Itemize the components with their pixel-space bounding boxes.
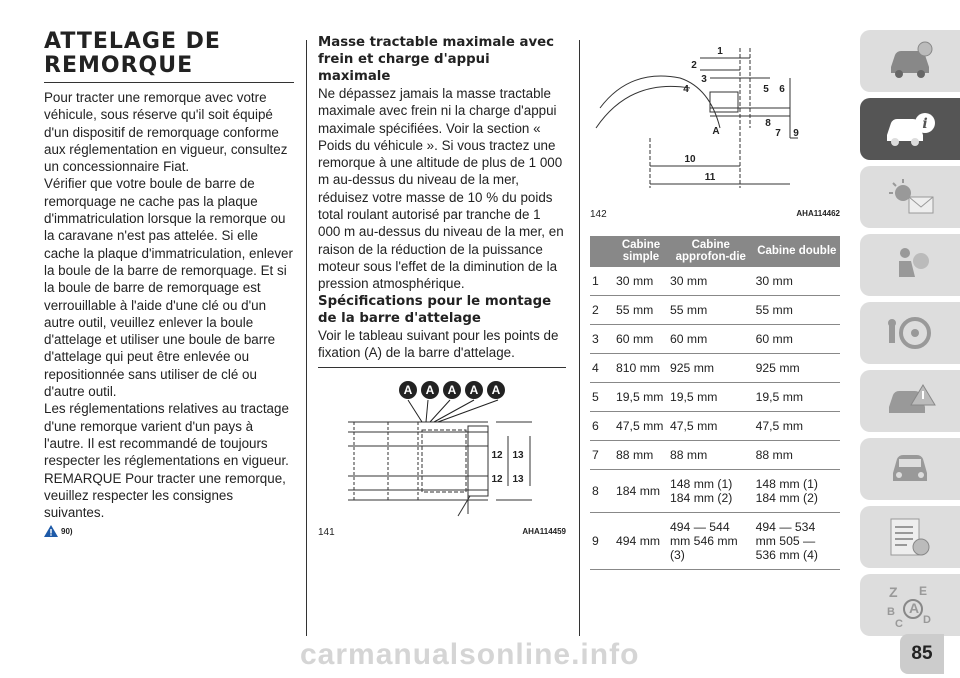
title-line-2: REMORQUE bbox=[44, 53, 194, 78]
mounting-spec-heading: Spécifications pour le montage de la barre d'attelage bbox=[318, 293, 552, 326]
table-cell: 9 bbox=[590, 513, 614, 570]
sidebar-item-warning-lights[interactable] bbox=[860, 370, 960, 432]
dimension-label: A bbox=[712, 126, 720, 137]
sidebar-item-in-emergency[interactable] bbox=[860, 438, 960, 500]
title-rule bbox=[44, 82, 294, 83]
table-cell: 60 mm bbox=[754, 325, 840, 354]
svg-text:E: E bbox=[919, 584, 928, 598]
remark-paragraph: REMARQUE Pour tracter une remorque, veuillez respecter les consignes suivantes. bbox=[44, 470, 286, 521]
sidebar-item-starting-driving[interactable] bbox=[860, 302, 960, 364]
table-cell: 60 mm bbox=[668, 325, 754, 354]
table-cell: 184 mm bbox=[614, 470, 668, 513]
dimension-label: 10 bbox=[684, 154, 696, 165]
svg-text:A: A bbox=[909, 600, 920, 616]
chassis-top-diagram bbox=[318, 372, 566, 520]
title-line-1: ATTELAGE DE bbox=[44, 29, 221, 54]
towing-mass-paragraph: Ne dépassez jamais la masse tractable maximale avec frein ni la charge d'appui maximale spécifiées. Voir la section « Poids du véhicule ». Si vous tractez une remorque à une altitude de plus de 1 000 m au-dessus du niveau de la mer, réduisez votre masse de 10 % du poids total roulant autorisé par tranche de 1 000 m au-dessus du niveau de la mer, en raison de la réduction de la puissance moteur sous l'effet de la diminution de la pression atmosphérique. bbox=[318, 86, 564, 292]
dimension-label: 7 bbox=[775, 128, 781, 139]
car-warning-icon bbox=[883, 379, 937, 423]
table-cell: 6 bbox=[590, 412, 614, 441]
table-cell: 1 bbox=[590, 267, 614, 296]
sidebar-item-maintenance[interactable] bbox=[860, 506, 960, 568]
table-cell: 494 — 534 mm 505 — 536 mm (4) bbox=[754, 513, 840, 570]
dimension-label: 11 bbox=[704, 172, 716, 183]
dimension-label: 12 bbox=[491, 474, 503, 486]
dimension-label: 2 bbox=[691, 60, 697, 71]
table-cell: 19,5 mm bbox=[668, 383, 754, 412]
dashboard-lights-icon bbox=[883, 175, 937, 219]
car-i-icon bbox=[883, 109, 937, 149]
watermark: carmanualsonline.info bbox=[300, 638, 640, 671]
regulations-paragraph: Les réglementations relatives au tractage d'une remorque varient d'un pays à l'autre. Il est recommandé de toujours respecter les réglementations en vigueur. bbox=[44, 401, 289, 469]
alphabet-index-icon bbox=[883, 581, 937, 629]
dimension-label: 9 bbox=[793, 128, 799, 139]
dimension-label: 4 bbox=[683, 84, 689, 95]
column-3 bbox=[590, 38, 840, 570]
spec-table bbox=[590, 236, 840, 570]
table-row bbox=[590, 441, 840, 470]
dimension-label: 1 bbox=[717, 46, 723, 57]
table-cell: 60 mm bbox=[614, 325, 668, 354]
figure-caption bbox=[590, 209, 840, 220]
table-row bbox=[590, 296, 840, 325]
figure-code: AHA114459 bbox=[522, 527, 566, 537]
table-cell: 55 mm bbox=[614, 296, 668, 325]
towing-mass-heading: Masse tractable maximale avec frein et charge d'appui maximale bbox=[318, 35, 555, 84]
car-front-icon bbox=[885, 447, 935, 491]
table-cell: 7 bbox=[590, 441, 614, 470]
svg-text:C: C bbox=[895, 618, 903, 629]
column-divider-2 bbox=[579, 40, 580, 636]
svg-text:Z: Z bbox=[889, 584, 898, 600]
fixing-letter: A bbox=[403, 383, 413, 398]
car-info-icon bbox=[885, 41, 935, 81]
table-cell: 925 mm bbox=[754, 354, 840, 383]
table-cell: 30 mm bbox=[614, 267, 668, 296]
table-cell: 4 bbox=[590, 354, 614, 383]
figure-number: 141 bbox=[318, 527, 335, 539]
table-header-row bbox=[590, 236, 840, 267]
table-row bbox=[590, 513, 840, 570]
table-cell: 30 mm bbox=[668, 267, 754, 296]
table-cell: 47,5 mm bbox=[614, 412, 668, 441]
chapter-sidebar bbox=[852, 30, 960, 642]
fixing-letter: A bbox=[469, 383, 479, 398]
fixing-letter: A bbox=[447, 383, 457, 398]
dimension-label: 3 bbox=[701, 74, 707, 85]
table-cell: 810 mm bbox=[614, 354, 668, 383]
table-cell: 47,5 mm bbox=[754, 412, 840, 441]
page-number: 85 bbox=[900, 634, 944, 674]
table-cell: 148 mm (1) 184 mm (2) bbox=[754, 470, 840, 513]
table-cell: 925 mm bbox=[668, 354, 754, 383]
warning-triangle-icon bbox=[44, 525, 58, 537]
sidebar-item-dashboard-lights[interactable] bbox=[860, 166, 960, 228]
sidebar-item-safety[interactable] bbox=[860, 234, 960, 296]
column-header: Cabine approfon-die bbox=[668, 236, 754, 267]
table-cell: 88 mm bbox=[668, 441, 754, 470]
warning-ref-number: 90) bbox=[61, 526, 73, 536]
column-2 bbox=[318, 34, 566, 538]
column-header: Cabine simple bbox=[614, 236, 668, 267]
dimension-label: 6 bbox=[779, 84, 785, 95]
page-title bbox=[44, 30, 294, 78]
figure-141 bbox=[318, 367, 566, 538]
warning-reference[interactable] bbox=[44, 525, 294, 537]
column-divider-1 bbox=[306, 40, 307, 636]
column-header: Cabine double bbox=[754, 236, 840, 267]
table-cell: 47,5 mm bbox=[668, 412, 754, 441]
fixing-letter: A bbox=[425, 383, 435, 398]
table-row bbox=[590, 354, 840, 383]
svg-text:i: i bbox=[922, 116, 928, 132]
svg-text:B: B bbox=[887, 606, 895, 618]
table-cell: 55 mm bbox=[668, 296, 754, 325]
plate-paragraph: Vérifier que votre boule de barre de remorquage ne cache pas la plaque d'immatriculation lorsque la remorque ou la caravane n'est pas attelée. Si elle cache la plaque d'immatriculation, enlever la boule de la barre de remorquage. Et si la boule de barre de remorquage est verrouillable à l'aide d'une clé ou d'un autre outil, veuillez enlever la boule d'attelage et utiliser une boule de barre d'attelage qui peut être enlevée ou repositionnée sans utiliser de clé ou d'autre outil. bbox=[44, 176, 293, 400]
steering-key-icon bbox=[883, 311, 937, 355]
list-settings-icon bbox=[883, 515, 937, 559]
table-cell: 88 mm bbox=[754, 441, 840, 470]
table-row bbox=[590, 267, 840, 296]
sidebar-item-technical-data[interactable] bbox=[860, 98, 960, 160]
figure-code: AHA114462 bbox=[796, 209, 840, 218]
table-cell: 55 mm bbox=[754, 296, 840, 325]
figure-caption bbox=[318, 527, 566, 538]
table-row bbox=[590, 412, 840, 441]
rear-side-diagram bbox=[590, 38, 840, 198]
table-cell: 494 mm bbox=[614, 513, 668, 570]
sidebar-item-index[interactable] bbox=[860, 574, 960, 636]
table-cell: 19,5 mm bbox=[754, 383, 840, 412]
table-cell: 88 mm bbox=[614, 441, 668, 470]
table-cell: 30 mm bbox=[754, 267, 840, 296]
table-cell: 494 — 544 mm 546 mm (3) bbox=[668, 513, 754, 570]
figure-142 bbox=[590, 38, 840, 220]
table-cell: 3 bbox=[590, 325, 614, 354]
table-cell: 5 bbox=[590, 383, 614, 412]
table-cell: 8 bbox=[590, 470, 614, 513]
mounting-spec-paragraph: Voir le tableau suivant pour les points de fixation (A) de la barre d'attelage. bbox=[318, 327, 559, 360]
sidebar-item-car-info[interactable] bbox=[860, 30, 960, 92]
table-cell: 148 mm (1) 184 mm (2) bbox=[668, 470, 754, 513]
dimension-label: 5 bbox=[763, 84, 769, 95]
svg-text:D: D bbox=[923, 614, 931, 626]
table-cell: 19,5 mm bbox=[614, 383, 668, 412]
figure-number: 142 bbox=[590, 209, 607, 220]
column-1 bbox=[44, 0, 294, 537]
fixing-letter: A bbox=[491, 383, 501, 398]
dimension-label: 8 bbox=[765, 118, 771, 129]
dimension-label: 13 bbox=[512, 450, 524, 462]
airbag-icon bbox=[885, 243, 935, 287]
dimension-label: 13 bbox=[512, 474, 524, 486]
dimension-label: 12 bbox=[491, 450, 503, 462]
table-cell: 2 bbox=[590, 296, 614, 325]
table-row bbox=[590, 383, 840, 412]
intro-paragraph: Pour tracter une remorque avec votre véhicule, sous réserve qu'il soit équipé d'un dispositif de remorquage conforme aux réglementation en vigueur, consultez un concessionnaire Fiat. bbox=[44, 90, 288, 175]
table-row bbox=[590, 325, 840, 354]
column-header bbox=[590, 236, 614, 267]
table-row bbox=[590, 470, 840, 513]
